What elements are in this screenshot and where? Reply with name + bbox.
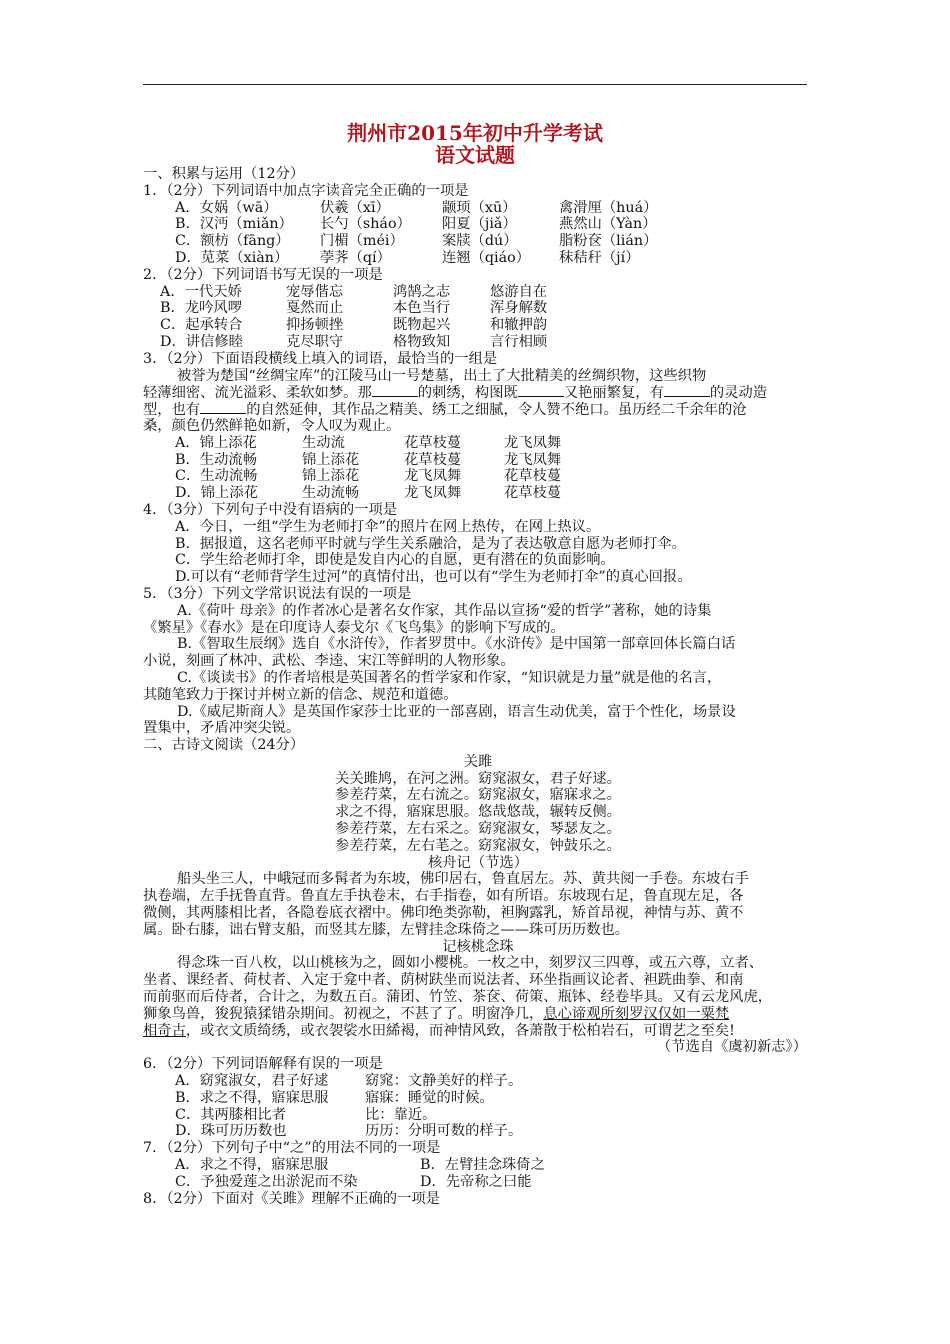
option-cell: A．窈窕淑女，君子好逑 — [175, 1073, 329, 1090]
option-row — [143, 468, 813, 485]
option-cell: 鸿鹄之志 — [393, 283, 451, 300]
exam-title: 荆州市2015年初中升学考试 — [347, 121, 603, 145]
question-stem: 4．（3分）下列句子中没有语病的一项是 — [143, 501, 398, 518]
q7-options — [143, 1157, 813, 1191]
question-stem: 5．（3分）下列文学常识说法有误的一项是 — [143, 585, 412, 602]
option-cell: 龙飞凤舞 — [504, 434, 562, 451]
option-cell: 和辙押韵 — [490, 317, 548, 334]
passage-text: 又艳丽繁复，有 — [563, 385, 664, 402]
question-stem: 8．（2分）下面对《关雎》理解不正确的一项是 — [143, 1190, 440, 1207]
question-stem: 6．（2分）下列词语解释有误的一项是 — [143, 1056, 383, 1073]
option-cell: A．锦上添花 — [175, 434, 257, 451]
option-row — [143, 1157, 813, 1174]
option-cell: 花草枝蔓 — [404, 434, 462, 451]
option-cell: D．锦上添花 — [175, 485, 258, 502]
option-row — [143, 317, 813, 334]
option-cell: 龙飞凤舞 — [404, 468, 462, 485]
passage-line: 桑，颜色仍然鲜艳如新，令人叹为观止。 — [143, 417, 401, 434]
option-cell: 案牍（dú） — [442, 233, 518, 250]
poem-line: 参差荇菜，左右芼之。窈窕淑女，钟鼓乐之。 — [335, 837, 621, 854]
option-cell: 阳夏（jiǎ） — [442, 216, 517, 233]
option-line: A．今日，一组“学生为老师打伞”的照片在网上热传，在网上热议。 — [175, 518, 601, 535]
option-cell: B．生动流畅 — [175, 451, 257, 468]
option-cell: C．起承转合 — [160, 317, 243, 334]
fill-blank — [518, 384, 564, 397]
text-line: 属。卧右膝，诎右臂支船，而竖其左膝，左臂挂念珠倚之——珠可历历数也。 — [143, 921, 630, 938]
option-cell: 锦上添花 — [302, 451, 360, 468]
passage-text: 的刺绣，构图既 — [417, 385, 518, 402]
option-cell: 本色当行 — [393, 300, 451, 317]
option-cell: B．汉沔（miǎn） — [175, 216, 293, 233]
option-cell: 克尽职守 — [286, 333, 344, 350]
option-cell: 龙飞凤舞 — [504, 451, 562, 468]
passage-line: 被誉为楚国“丝绸宝库”的江陵马山一号楚墓，出土了大批精美的丝绸织物，这些织物 — [177, 367, 707, 384]
option-cell: 燕然山（Yàn） — [559, 216, 657, 233]
text-line: 执卷端，左手抚鲁直背。鲁直左手执卷末，右手指卷，如有所语。东坡现右足，鲁直现左足，各 — [143, 888, 744, 905]
option-row — [143, 284, 813, 301]
option-cell: A．一代天娇 — [160, 283, 242, 300]
option-cell: 龙飞凤舞 — [404, 485, 462, 502]
fill-blank — [372, 384, 418, 397]
option-row — [143, 300, 813, 317]
option-cell: 荸荠（qí） — [320, 249, 391, 266]
underlined-sentence: 息心谛观所刻罗汉仅如一粟梵 — [543, 1005, 730, 1022]
option-row — [143, 1174, 813, 1191]
option-cell: 寤寐：睡觉的时候。 — [365, 1089, 494, 1106]
option-line: A.《荷叶 母亲》的作者冰心是著名女作家，其作品以宣扬“爱的哲学”著称，她的诗集 — [177, 602, 712, 619]
option-line: 小说，刻画了林冲、武松、李逵、宋江等鲜明的人物形象。 — [143, 653, 515, 670]
option-cell: 颛顼（xū） — [442, 199, 517, 216]
option-line: B.《智取生辰纲》选自《水浒传》，作者罗贯中。《水浒传》是中国第一部章回体长篇白话 — [177, 636, 736, 653]
option-cell: 戛然而止 — [286, 300, 344, 317]
option-cell: 花草枝蔓 — [504, 485, 562, 502]
option-cell: 历历：分明可数的样子。 — [365, 1123, 523, 1140]
text-span: ，或衣文质绮绣，或衣袈裟水田絺褐，而神情风致，各萧散于松柏岩石，可谓艺之至矣! — [185, 1022, 735, 1039]
option-cell: 格物致知 — [393, 333, 451, 350]
question-stem: 7．（2分）下列句子中“之”的用法不同的一项是 — [143, 1140, 441, 1157]
option-cell: C．额枋（fāng） — [175, 233, 290, 250]
text-line — [143, 1006, 813, 1023]
text-line: 微侧，其两膝相比者，各隐卷底衣褶中。佛印绝类弥勒，袒胸露乳，矫首昂视，神情与苏、黄不 — [143, 905, 744, 922]
option-row — [143, 435, 813, 452]
option-row — [143, 334, 813, 351]
option-line: 其随笔致力于探讨并树立新的信念、规范和道德。 — [143, 686, 458, 703]
section-heading: 二、古诗文阅读（24分） — [143, 737, 305, 754]
option-row — [143, 1123, 813, 1140]
option-cell: A．求之不得，寤寐思服 — [175, 1157, 329, 1174]
option-cell: B．龙吟风啰 — [160, 300, 242, 317]
option-cell: D．苋菜（xiàn） — [175, 249, 289, 266]
question-stem: 1．（2分）下列词语中加点字读音完全正确的一项是 — [143, 182, 469, 199]
exam-body — [143, 166, 813, 1207]
text-line: 坐者、课经者、荷杖者、入定于龛中者、荫树趺坐而说法者、环坐指画议论者、袒跣曲拳、和南 — [143, 972, 744, 989]
option-cell: 连翘（qiáo） — [442, 249, 531, 266]
option-line: 置集中，矛盾冲突尖锐。 — [143, 720, 301, 737]
option-cell: 花草枝蔓 — [404, 451, 462, 468]
poem-body — [143, 771, 813, 855]
option-row — [143, 216, 813, 233]
option-cell: D．讲信修睦 — [160, 333, 243, 350]
option-cell: 生动流畅 — [302, 485, 360, 502]
option-cell: 言行相顾 — [490, 333, 548, 350]
option-line: D.可以有“老师背学生过河”的真情付出，也可以有“学生为老师打伞”的真心回报。 — [175, 569, 692, 586]
q3-options — [143, 435, 813, 502]
passage-line — [143, 401, 813, 418]
option-cell: 脂粉奁（lián） — [559, 233, 658, 250]
option-cell: D．珠可历历数也 — [175, 1123, 287, 1140]
poem-line: 关关雎鸠，在河之洲。窈窕淑女，君子好逑。 — [335, 770, 621, 787]
text-line — [143, 1023, 813, 1040]
option-cell: 既物起兴 — [393, 317, 451, 334]
option-cell: 锦上添花 — [302, 468, 360, 485]
option-line: D.《威尼斯商人》是英国作家莎士比亚的一部喜剧，语言生动优美，富于个性化，场景设 — [177, 703, 736, 720]
option-cell: 宠辱偕忘 — [286, 283, 344, 300]
option-cell: A．女娲（wā） — [175, 199, 278, 216]
q6-options — [143, 1073, 813, 1140]
passage-line — [143, 384, 813, 401]
option-cell: C．予独爱莲之出淤泥而不染 — [175, 1173, 358, 1190]
option-line: C．学生给老师打伞，即使是发自内心的自愿，更有潜在的负面影响。 — [175, 552, 615, 569]
option-cell: D．先帝称之曰能 — [420, 1173, 532, 1190]
option-cell: 秣秸秆（jí） — [559, 249, 640, 266]
option-row — [143, 452, 813, 469]
option-cell: C．其两膝相比者 — [175, 1106, 287, 1123]
option-cell: 花草枝蔓 — [504, 468, 562, 485]
option-cell: B．求之不得，寤寐思服 — [175, 1089, 329, 1106]
option-cell: 悠游自在 — [490, 283, 548, 300]
option-cell: 比：靠近。 — [365, 1106, 437, 1123]
poem-line: 参差荇菜，左右采之。窈窕淑女，琴瑟友之。 — [335, 821, 621, 838]
passage-text: 型，也有 — [143, 402, 201, 419]
passage-text: 的灵动造 — [709, 385, 768, 402]
text-title: 核舟记（节选） — [427, 854, 529, 871]
option-row — [143, 1073, 813, 1090]
text-line: 船头坐三人，中峨冠而多髯者为东坡，佛印居右，鲁直居左。苏、黄共阅一手卷。东坡右手 — [177, 871, 749, 888]
option-row — [143, 485, 813, 502]
fill-blank — [664, 384, 710, 397]
question-stem: 2．（2分）下列词语书写无误的一项是 — [143, 266, 383, 283]
poem-line: 求之不得，寤寐思服。悠哉悠哉，辗转反侧。 — [335, 804, 621, 821]
option-line: 《繁星》《春水》是在印度诗人泰戈尔《飞鸟集》的影响下写成的。 — [143, 619, 565, 636]
poem-title: 关雎 — [463, 753, 493, 770]
option-cell: 浑身解数 — [490, 300, 548, 317]
option-row — [143, 1090, 813, 1107]
option-line: C.《谈读书》的作者培根是英国著名的哲学家和作家，“知识就是力量”就是他的名言， — [177, 669, 722, 686]
text-title: 记核桃念珠 — [442, 938, 514, 955]
text-span: 狮象鸟兽，狻猊猿猱错杂期间。初视之，不甚了了。明窗净几， — [143, 1005, 544, 1022]
option-cell: 生动流 — [302, 434, 345, 451]
option-cell: 窈窕：文静美好的样子。 — [365, 1073, 523, 1090]
q2-options — [143, 284, 813, 351]
question-stem: 3．（2分）下面语段横线上填入的词语，最恰当的一组是 — [143, 350, 498, 367]
source-note: （节选自《虞初新志》） — [656, 1039, 807, 1056]
q1-options — [143, 200, 813, 267]
top-rule — [143, 84, 807, 85]
option-cell: B．左臂挂念珠倚之 — [420, 1157, 545, 1174]
option-row — [143, 233, 813, 250]
option-cell: C．生动流畅 — [175, 468, 258, 485]
underlined-sentence: 相奇古 — [143, 1022, 186, 1039]
option-row — [143, 200, 813, 217]
passage-text: 轻薄细密、流光溢彩、柔软如梦。那 — [143, 385, 372, 402]
poem-line: 参差荇菜，左右流之。窈窕淑女，寤寐求之。 — [335, 787, 621, 804]
option-cell: 禽滑厘（huá） — [559, 199, 658, 216]
text-line: 得念珠一百八枚，以山桃核为之，圆如小樱桃。一枚之中，刻罗汉三四尊，或五六尊，立者、 — [177, 955, 764, 972]
option-cell: 伏羲（xī） — [320, 199, 390, 216]
fill-blank — [200, 401, 246, 414]
option-cell: 长勺（sháo） — [320, 216, 411, 233]
option-cell: 抑扬顿挫 — [286, 317, 344, 334]
option-row — [143, 250, 813, 267]
passage-text: 的自然延伸，其作品之精美、绣工之细腻，令人赞不绝口。虽历经二千余年的沧 — [246, 402, 747, 419]
option-line: B．据报道，这名老师平时就与学生关系融洽，是为了表达敬意自愿为老师打伞。 — [175, 535, 686, 552]
section-heading: 一、积累与运用（12分） — [143, 166, 305, 182]
text-line: 而前驱而后侍者，合计之，为数五百。蒲团、竹笠、茶奁、荷策、瓶钵、经卷毕具。又有云龙风虎， — [143, 989, 773, 1006]
option-row — [143, 1107, 813, 1124]
option-cell: 门楣（méi） — [320, 233, 404, 250]
exam-subtitle: 语文试题 — [435, 143, 515, 167]
